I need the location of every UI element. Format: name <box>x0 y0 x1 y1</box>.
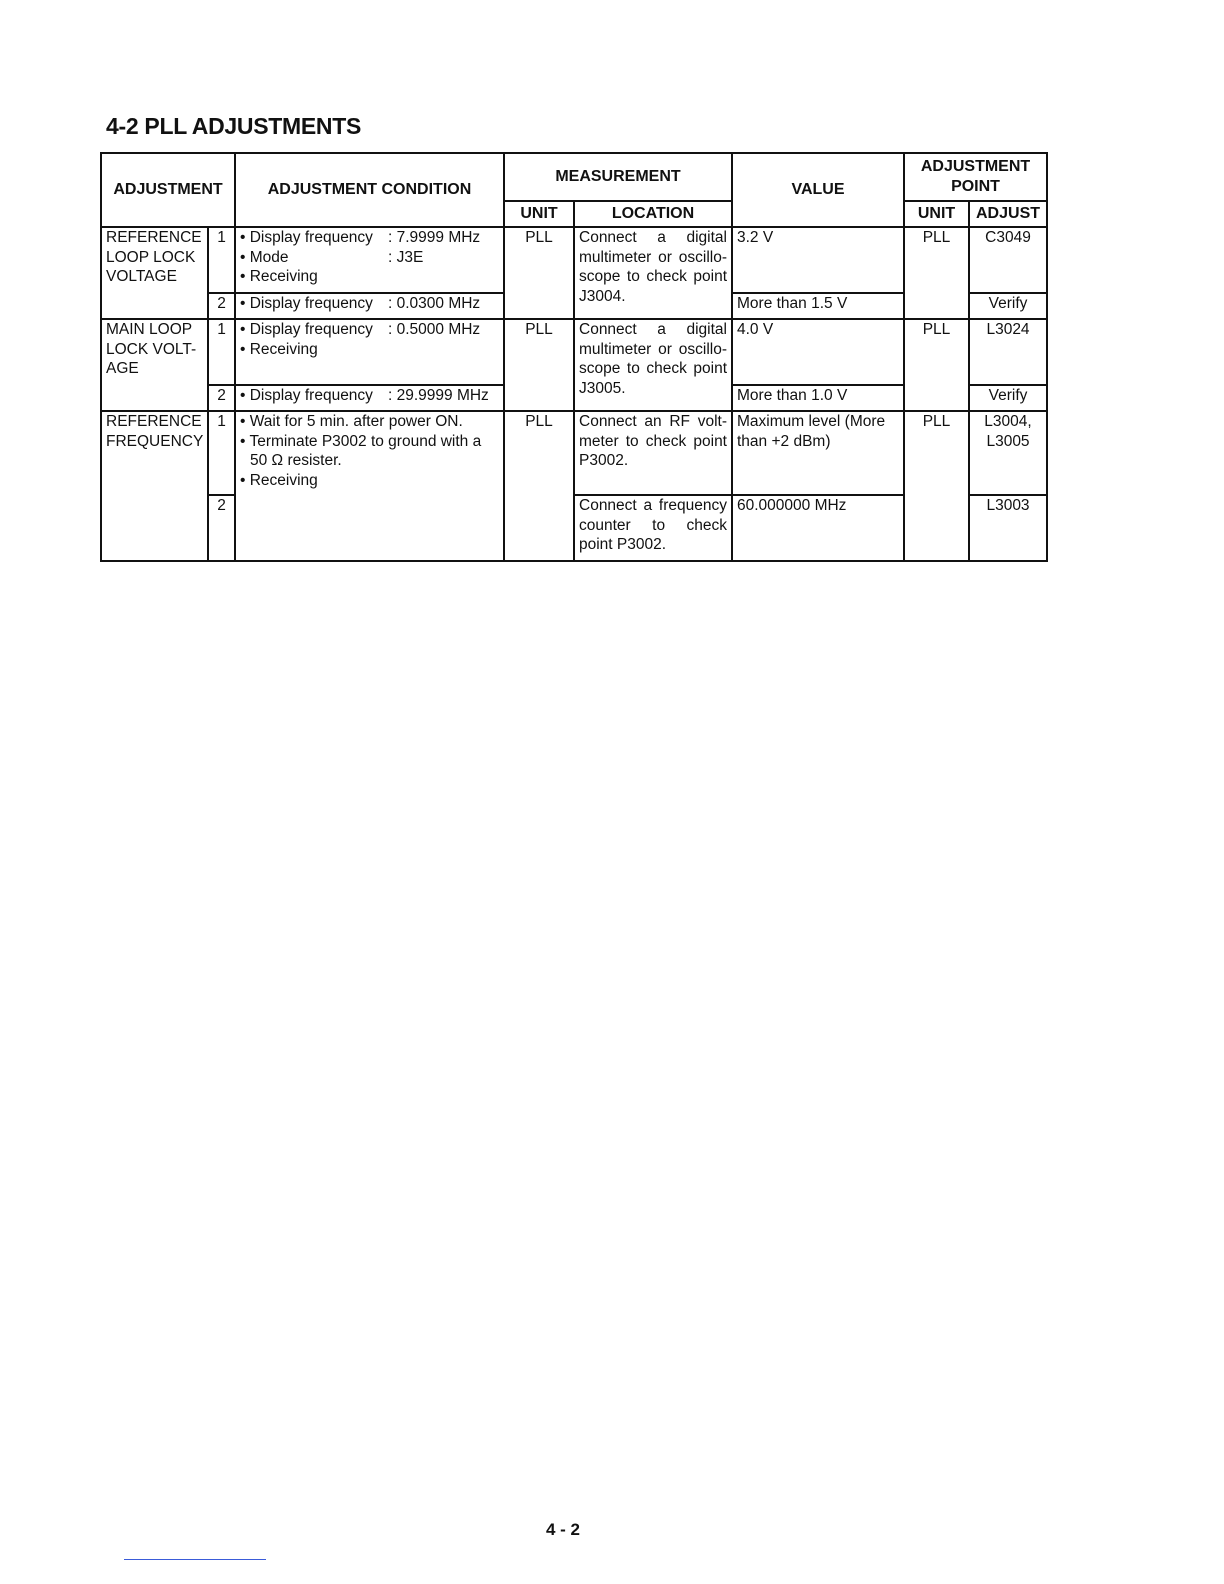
value: More than 1.5 V <box>732 293 904 319</box>
pll-adjustments-table <box>100 152 1048 562</box>
header-ap-adjust: ADJUST <box>969 201 1047 227</box>
header-ap-unit: UNIT <box>904 201 969 227</box>
adjustment-point-unit: PLL <box>904 411 969 561</box>
measurement-location: Connect a digital multimeter or oscillo-scope to check point J3005. <box>574 319 732 411</box>
adjustment-point-unit: PLL <box>904 319 969 411</box>
header-condition: ADJUSTMENT CONDITION <box>235 153 504 227</box>
header-adjustment-point: ADJUSTMENT POINT <box>904 153 1047 201</box>
step-number: 1 <box>208 319 235 385</box>
adjustment-point-unit: PLL <box>904 227 969 319</box>
adjustment-condition: • Display frequency : 29.9999 MHz <box>235 385 504 411</box>
header-measurement: MEASUREMENT <box>504 153 732 201</box>
measurement-location: Connect a frequency counter to check point P3002. <box>574 495 732 561</box>
measurement-unit: PLL <box>504 411 574 561</box>
adjustment-point-adjust: L3004, L3005 <box>969 411 1047 495</box>
adjustment-condition: • Display frequency : 0.0300 MHz <box>235 293 504 319</box>
step-number: 1 <box>208 227 235 293</box>
adjustment-point-adjust: Verify <box>969 385 1047 411</box>
adjustment-condition: • Display frequency : 0.5000 MHz • Receiving <box>235 319 504 385</box>
adjustment-condition: • Wait for 5 min. after power ON. • Terminate P3002 to ground with a 50 Ω resister. • Receiving <box>235 411 504 561</box>
header-meas-unit: UNIT <box>504 201 574 227</box>
adjustment-condition: • Display frequency : 7.9999 MHz • Mode : J3E • Receiving <box>235 227 504 293</box>
measurement-unit: PLL <box>504 227 574 319</box>
section-title: 4-2 PLL ADJUSTMENTS <box>106 113 362 139</box>
measurement-location: Connect a digital multimeter or oscillo-scope to check point J3004. <box>574 227 732 319</box>
value: 60.000000 MHz <box>732 495 904 561</box>
step-number: 1 <box>208 411 235 495</box>
row-name-ref-loop: REFERENCE LOOP LOCK VOLTAGE <box>101 227 208 319</box>
value: 3.2 V <box>732 227 904 293</box>
header-value: VALUE <box>732 153 904 227</box>
measurement-location: Connect an RF volt-meter to check point P3002. <box>574 411 732 495</box>
header-meas-location: LOCATION <box>574 201 732 227</box>
row-name-ref-freq: REFERENCE FREQUENCY <box>101 411 208 561</box>
adjustment-point-adjust: Verify <box>969 293 1047 319</box>
adjustment-point-adjust: C3049 <box>969 227 1047 293</box>
header-adjustment: ADJUSTMENT <box>101 153 235 227</box>
step-number: 2 <box>208 385 235 411</box>
value: More than 1.0 V <box>732 385 904 411</box>
adjustment-point-adjust: L3003 <box>969 495 1047 561</box>
row-name-main-loop: MAIN LOOP LOCK VOLT-AGE <box>101 319 208 411</box>
value: Maximum level (More than +2 dBm) <box>732 411 904 495</box>
adjustment-point-adjust: L3024 <box>969 319 1047 385</box>
step-number: 2 <box>208 495 235 561</box>
footer-rule <box>124 1559 266 1560</box>
measurement-unit: PLL <box>504 319 574 411</box>
value: 4.0 V <box>732 319 904 385</box>
page-number: 4 - 2 <box>546 1520 581 1539</box>
step-number: 2 <box>208 293 235 319</box>
